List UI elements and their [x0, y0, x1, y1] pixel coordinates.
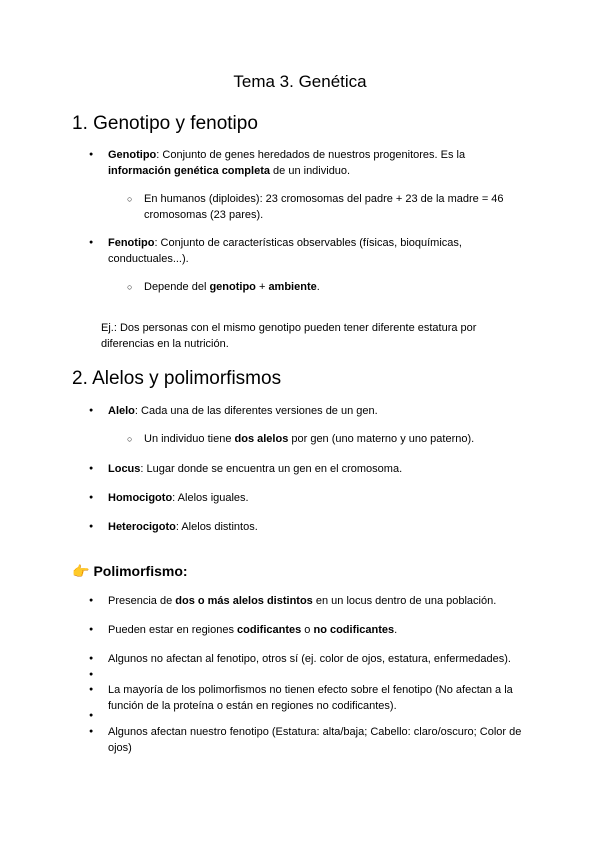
text: .	[394, 624, 398, 636]
text: : Alelos iguales.	[172, 492, 249, 504]
term-alelo: Alelo	[108, 405, 135, 417]
text: : Cada una de las diferentes versiones de un gen.	[134, 405, 378, 417]
text: Un individuo tiene	[144, 433, 235, 445]
text: por gen (uno materno y uno paterno).	[288, 433, 475, 445]
text: o	[301, 624, 314, 636]
pointing-hand-icon: 👉	[72, 564, 90, 580]
bullet-algunos-afectan: ● Algunos afectan nuestro fenotipo (Estatura: alta/baja; Cabello: claro/oscuro; Color de ojos)	[108, 724, 528, 756]
term-locus: Locus	[108, 463, 141, 475]
example-paragraph: Ej.: Dos personas con el mismo genotipo pueden tener diferente estatura por diferencias en la nutrición.	[101, 322, 477, 350]
bold-text: información genética completa	[108, 165, 270, 177]
term-homocigoto: Homocigoto	[108, 492, 173, 504]
bullet-mayoria: ● La mayoría de los polimorfismos no tienen efecto sobre el fenotipo (No afectan a la función de la proteína o están en regiones no codificantes).	[108, 682, 528, 714]
document-title: Tema 3. Genética	[233, 72, 367, 91]
subbullet-dos-alelos	[144, 431, 519, 447]
bullet-heterocigoto	[108, 519, 528, 535]
text: : Conjunto de características observables (físicas, bioquímicas, conductuales...).	[108, 237, 462, 265]
text: : Conjunto de genes heredados de nuestros progenitores. Es la	[156, 149, 466, 161]
bold-text: no codificantes	[313, 624, 395, 636]
polimorfismo-heading	[72, 563, 188, 580]
bullet-regiones	[108, 622, 528, 638]
text: +	[255, 281, 269, 293]
bullet-genotipo	[108, 147, 528, 179]
subbullet-humanos: ○ En humanos (diploides): 23 cromosomas del padre + 23 de la madre = 46 cromosomas (23 pares).	[144, 191, 519, 223]
term-genotipo: Genotipo	[108, 149, 157, 161]
bold-text: genotipo	[209, 281, 256, 293]
section-1-heading: 1. Genotipo y fenotipo	[72, 113, 258, 134]
bold-text: dos o más alelos distintos	[175, 595, 313, 607]
text: : Alelos distintos.	[175, 521, 258, 533]
text: de un individuo.	[269, 165, 351, 177]
text: .	[316, 281, 320, 293]
section-2-heading: 2. Alelos y polimorfismos	[72, 368, 282, 389]
text: Depende del	[144, 281, 210, 293]
bullet-fenotipo	[108, 235, 528, 267]
bullet-presencia	[108, 593, 528, 609]
bold-text: dos alelos	[234, 433, 289, 445]
bullet-locus	[108, 461, 528, 477]
subbullet-depende	[144, 279, 519, 295]
bullet-homocigoto	[108, 490, 528, 506]
text: Pueden estar en regiones	[108, 624, 238, 636]
text: Presencia de	[108, 595, 176, 607]
text: : Lugar donde se encuentra un gen en el cromosoma.	[140, 463, 403, 475]
term-heterocigoto: Heterocigoto	[108, 521, 176, 533]
bullet-algunos-no: ● Algunos no afectan al fenotipo, otros sí (ej. color de ojos, estatura, enfermedades).	[108, 651, 528, 667]
text: en un locus dentro de una población.	[312, 595, 497, 607]
bullet-alelo	[108, 403, 528, 419]
term-fenotipo: Fenotipo	[108, 237, 155, 249]
bold-text: codificantes	[237, 624, 302, 636]
bold-text: ambiente	[268, 281, 317, 293]
polimorfismo-heading-text: Polimorfismo:	[93, 563, 188, 579]
